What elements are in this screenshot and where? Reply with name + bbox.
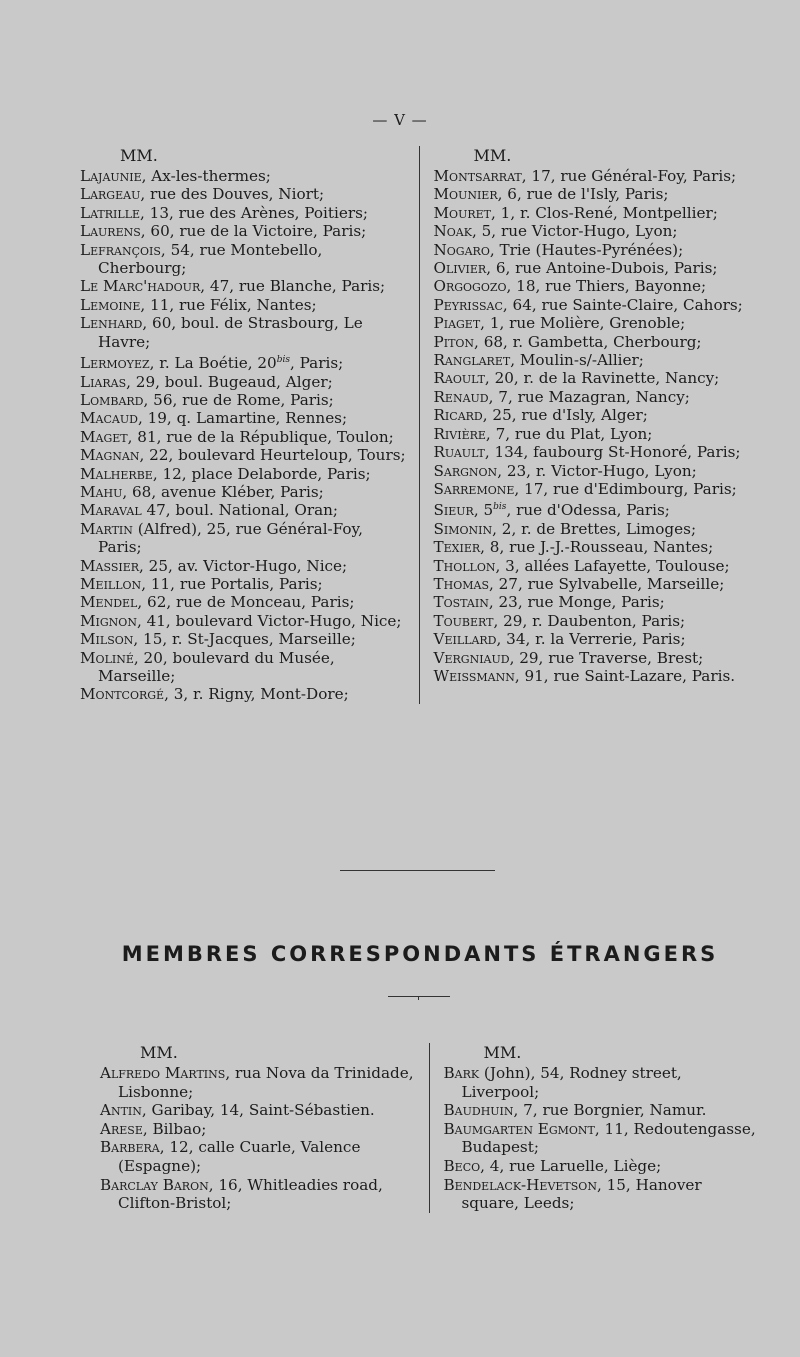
member-name: Ranglaret [433, 351, 511, 370]
member-address: (John), 54, Rodney street, Liverpool; [461, 1064, 682, 1101]
member-entry [80, 483, 407, 501]
member-name: Mahu [80, 482, 123, 501]
member-address: , Bilbao; [142, 1119, 207, 1138]
member-address: , 81, rue de la République, Toulon; [127, 427, 394, 446]
member-entry [434, 462, 761, 480]
member-address: , 17, rue Général-Foy, Paris; [521, 167, 737, 185]
member-entry [80, 612, 407, 630]
member-entry [80, 167, 407, 185]
member-address: , 68, avenue Kléber, Paris; [122, 482, 324, 501]
member-entry [100, 1101, 417, 1120]
member-address: , rua Nova da Trinidade, Lisbonne; [118, 1064, 414, 1101]
member-address: , 60, rue de la Victoire, Paris; [140, 222, 367, 241]
member-address: , 6, rue de l'Isly, Paris; [497, 185, 669, 204]
member-name: Baumgarten Egmont [443, 1119, 595, 1138]
member-name: Olivier [433, 259, 487, 278]
member-entry [80, 593, 407, 611]
member-address-cont: , Paris; [289, 354, 344, 373]
member-entry [444, 1157, 761, 1176]
member-entry [80, 314, 407, 351]
member-name: Thomas [433, 575, 489, 593]
member-entry [100, 1138, 417, 1175]
member-entry [80, 649, 407, 686]
member-entry [434, 538, 761, 556]
member-entry [434, 443, 761, 461]
member-entry [434, 575, 761, 593]
member-entry [434, 185, 761, 203]
member-entry [444, 1120, 761, 1157]
member-name: Laurens [80, 222, 141, 241]
member-entry [80, 520, 407, 557]
member-entry [434, 388, 761, 406]
member-name: Maraval [80, 501, 142, 520]
entry-list [100, 1064, 417, 1213]
member-entry [80, 428, 407, 446]
member-address: , 12, calle Cuarle, Valence (Espagne); [118, 1138, 361, 1175]
member-address: (Alfred), 25, rue Général-Foy, Paris; [98, 519, 363, 557]
member-name: Lajaunie [80, 167, 142, 185]
member-entry [434, 351, 761, 369]
member-entry [434, 406, 761, 424]
member-address: , 54, rue Montebello, Cherbourg; [98, 240, 323, 278]
member-name: Largeau [80, 185, 141, 204]
member-entry [80, 351, 407, 372]
member-entry [434, 333, 761, 351]
column-heading: MM. [140, 1043, 178, 1062]
member-entry [80, 446, 407, 464]
member-address: , 64, rue Sainte-Claire, Cahors; [502, 295, 743, 314]
member-entry [80, 185, 407, 203]
separator-rule [340, 870, 495, 871]
member-name: Lombard [80, 390, 144, 409]
entry-list [434, 167, 761, 685]
member-name: Moliné [80, 648, 134, 667]
member-name: Piton [433, 332, 475, 351]
member-entry [80, 296, 407, 314]
member-name: Sargnon [433, 461, 498, 480]
member-address-cont: , rue d'Odessa, Paris; [506, 501, 670, 520]
member-address: , 41, boulevard Victor-Hugo, Nice; [136, 611, 402, 630]
member-address: , 19, q. Lamartine, Rennes; [137, 409, 348, 428]
member-address: , 12, place Delaborde, Paris; [152, 464, 371, 483]
member-name: Mounier [433, 185, 498, 204]
member-name: Massier [80, 556, 140, 575]
member-address: , 25, av. Victor-Hugo, Nice; [139, 556, 348, 575]
right-column [430, 1043, 761, 1213]
member-entry [80, 465, 407, 483]
member-entry [80, 685, 407, 703]
member-address: , 20, boulevard du Musée, Marseille; [98, 648, 335, 686]
member-entry [434, 369, 761, 387]
member-entry [434, 277, 761, 295]
member-entry [434, 222, 761, 240]
page-number: — V — [372, 111, 428, 129]
member-entry [434, 241, 761, 259]
member-address: , 7, rue du Plat, Lyon; [485, 424, 653, 443]
member-address: , 3, allées Lafayette, Toulouse; [495, 556, 730, 575]
member-address: , 8, rue J.-J.-Rousseau, Nantes; [480, 538, 714, 557]
member-address: , 11, rue Félix, Nantes; [140, 295, 317, 314]
member-name: Lemoine [80, 295, 141, 314]
member-address: , rue des Douves, Niort; [140, 185, 325, 204]
member-address: , 15, Hanover square, Leeds; [461, 1175, 702, 1213]
member-entry [80, 630, 407, 648]
member-address: , r. La Boétie, 20 [149, 354, 277, 373]
member-address: , 4, rue Laruelle, Liège; [480, 1156, 662, 1175]
member-name: Montcorgé [80, 685, 165, 704]
member-address: , 1, r. Clos-René, Montpellier; [491, 203, 718, 222]
member-name: Sieur [433, 501, 474, 520]
member-name: Mignon [80, 611, 137, 630]
members-list-top [80, 146, 760, 704]
member-entry [434, 667, 761, 685]
member-entry [434, 167, 761, 185]
member-address: , 17, rue d'Edimbourg, Paris; [514, 479, 737, 498]
member-name: Macaud [80, 409, 138, 428]
member-address: , 1, rue Molière, Grenoble; [480, 314, 686, 333]
member-entry [80, 241, 407, 278]
member-entry [80, 277, 407, 295]
member-name: Latrille [80, 203, 141, 222]
member-entry [434, 498, 761, 519]
member-entry [444, 1101, 761, 1120]
member-entry [444, 1176, 761, 1213]
member-address: , 2, r. de Brettes, Limoges; [492, 519, 697, 538]
member-address: , 3, r. Rigny, Mont-Dore; [164, 685, 349, 704]
left-column [80, 146, 419, 704]
member-entry [434, 296, 761, 314]
entry-list [444, 1064, 761, 1213]
member-name: Lefrançois [80, 240, 161, 259]
right-column [420, 146, 761, 704]
member-name: Simonin [433, 519, 493, 538]
member-name: Antin [100, 1101, 142, 1120]
member-name: Beco [443, 1156, 481, 1175]
member-name: Maget [80, 427, 128, 446]
member-name: Noak [433, 222, 472, 241]
member-entry [434, 649, 761, 667]
member-entry [434, 630, 761, 648]
member-name: Le Marc'hadour [80, 277, 201, 296]
member-entry [434, 593, 761, 611]
member-address: , Ax-les-thermes; [141, 167, 271, 185]
member-name: Malherbe [80, 464, 153, 483]
member-entry [80, 222, 407, 240]
member-address: 47, boul. National, Oran; [141, 501, 339, 520]
member-name: Raoult [433, 369, 485, 388]
member-address: , 13, rue des Arènes, Poitiers; [140, 203, 369, 222]
member-name: Ricard [433, 406, 483, 425]
member-address: , 91, rue Saint-Lazare, Paris. [514, 667, 736, 686]
member-name: Orgogozo [433, 277, 507, 296]
column-heading: MM. [120, 146, 158, 165]
member-address: , 6, rue Antoine-Dubois, Paris; [486, 259, 718, 278]
member-address: , 15, r. St-Jacques, Marseille; [133, 630, 356, 649]
member-address: , 25, rue d'Isly, Alger; [482, 406, 648, 425]
member-name: Alfredo Martins [100, 1064, 226, 1082]
member-name: Ruault [433, 443, 485, 462]
member-entry [434, 259, 761, 277]
member-entry [80, 575, 407, 593]
member-name: Montsarrat [433, 167, 522, 185]
member-name: Sarremone [433, 479, 515, 498]
member-entry [80, 373, 407, 391]
superscript: bis [493, 502, 507, 513]
member-address: , 11, rue Portalis, Paris; [141, 575, 323, 593]
member-entry [100, 1064, 417, 1101]
member-name: Bendelack-Hevetson [443, 1175, 597, 1194]
member-address: , Garibay, 14, Saint-Sébastien. [141, 1101, 375, 1120]
member-address: , 5 [473, 501, 494, 520]
member-address: , 29, boul. Bugeaud, Alger; [126, 372, 333, 391]
member-entry [100, 1120, 417, 1139]
member-name: Mendel [80, 593, 138, 612]
member-address: , 22, boulevard Heurteloup, Tours; [139, 446, 406, 465]
member-entry [434, 425, 761, 443]
member-name: Nogaro [433, 240, 490, 259]
member-entry [434, 480, 761, 498]
member-address: , Moulin-s/-Allier; [510, 351, 644, 370]
member-name: Tostain [433, 593, 489, 612]
member-address: , 60, boul. de Strasbourg, Le Havre; [98, 314, 363, 351]
member-entry [434, 520, 761, 538]
member-name: Barclay Baron [100, 1175, 209, 1194]
entry-list [80, 167, 407, 704]
member-entry [434, 557, 761, 575]
member-name: Rivière [433, 424, 486, 443]
member-entry [434, 314, 761, 332]
member-name: Meillon [80, 575, 142, 593]
member-name: Magnan [80, 446, 140, 465]
member-address: , 18, rue Thiers, Bayonne; [506, 277, 707, 296]
member-address: , 29, r. Daubenton, Paris; [493, 611, 686, 630]
member-entry [80, 204, 407, 222]
member-name: Thollon [433, 556, 496, 575]
member-address: , 34, r. la Verrerie, Paris; [496, 630, 686, 649]
column-heading: MM. [483, 1043, 522, 1062]
member-name: Peyrissac [433, 295, 503, 314]
member-entry [80, 409, 407, 427]
member-address: , 68, r. Gambetta, Cherbourg; [474, 332, 702, 351]
member-address: , 11, Redoutengasse, Budapest; [461, 1119, 756, 1157]
member-entry [80, 557, 407, 575]
left-column [100, 1043, 429, 1213]
member-name: Martin [80, 519, 133, 538]
member-name: Texier [433, 538, 481, 557]
member-name: Vergniaud [433, 648, 510, 667]
member-name: Milson [80, 630, 134, 649]
member-address: , 7, rue Borgnier, Namur. [513, 1101, 707, 1120]
member-name: Bark [443, 1064, 480, 1082]
ornament-rule [388, 996, 450, 997]
member-name: Mouret [433, 203, 491, 222]
member-address: , 23, rue Monge, Paris; [488, 593, 665, 612]
member-address: , 56, rue de Rome, Paris; [143, 390, 334, 409]
column-heading: MM. [473, 146, 512, 165]
member-entry [434, 612, 761, 630]
member-name: Piaget [433, 314, 481, 333]
member-name: Baudhuin [443, 1101, 514, 1120]
member-name: Toubert [433, 611, 494, 630]
member-address: , 7, rue Mazagran, Nancy; [488, 387, 690, 406]
member-name: Liaras [80, 372, 127, 391]
member-entry [80, 391, 407, 409]
members-list-bottom [100, 1043, 760, 1213]
member-address: , 16, Whitleadies road, Clifton-Bristol; [118, 1175, 383, 1213]
member-name: Barbera [100, 1138, 160, 1157]
superscript: bis [276, 355, 290, 366]
member-entry [434, 204, 761, 222]
member-address: , 20, r. de la Ravinette, Nancy; [484, 369, 720, 388]
member-address: , 23, r. Victor-Hugo, Lyon; [497, 461, 697, 480]
member-address: , Trie (Hautes-Pyrénées); [489, 240, 684, 259]
member-name: Renaud [433, 387, 489, 406]
section-title: MEMBRES CORRESPONDANTS ÉTRANGERS [121, 942, 719, 966]
member-address: , 27, rue Sylvabelle, Marseille; [488, 575, 725, 593]
member-name: Lermoyez [80, 354, 150, 373]
member-address: , 62, rue de Monceau, Paris; [137, 593, 355, 612]
member-entry [100, 1176, 417, 1213]
member-address: , 134, faubourg St-Honoré, Paris; [484, 443, 741, 462]
member-name: Arese [100, 1119, 143, 1138]
member-name: Weissmann [433, 667, 515, 686]
member-entry [80, 501, 407, 519]
member-address: , 5, rue Victor-Hugo, Lyon; [471, 222, 678, 241]
member-name: Lenhard [80, 314, 143, 333]
member-entry [444, 1064, 761, 1101]
member-address: , 47, rue Blanche, Paris; [200, 277, 386, 296]
member-name: Veillard [433, 630, 497, 649]
member-address: , 29, rue Traverse, Brest; [509, 648, 704, 667]
